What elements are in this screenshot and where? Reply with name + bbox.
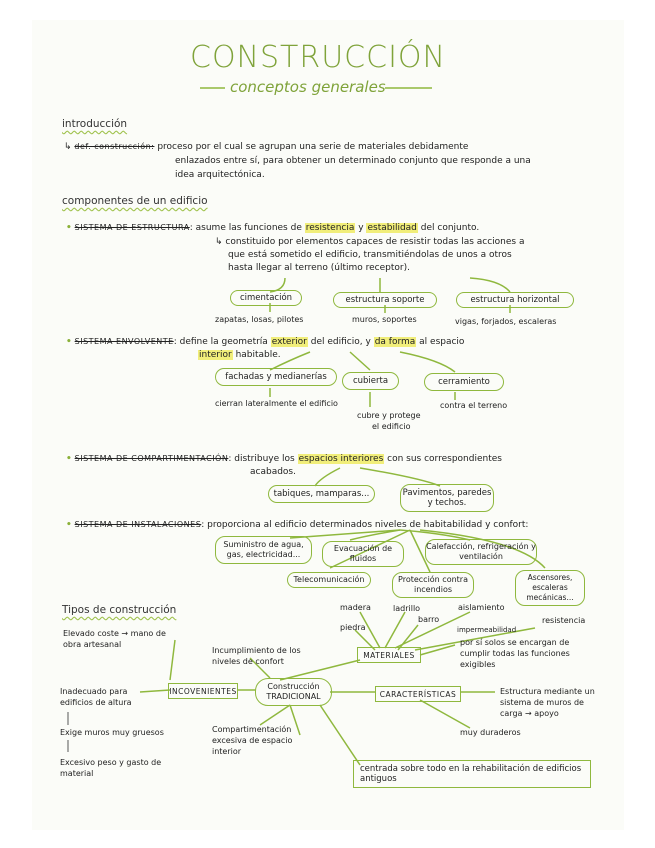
note-horizontal: vigas, forjados, escaleras (455, 317, 557, 326)
inc-incumplimiento: Incumplimiento de los niveles de confort (212, 646, 301, 666)
mat-barro: barro (418, 615, 440, 624)
bullet-icon: • (66, 337, 72, 347)
note-soporte: muros, soportes (352, 315, 417, 324)
bullet-icon: • (66, 454, 72, 464)
envolvente-mid: del edificio, y (310, 337, 371, 347)
node-estructura-horizontal: estructura horizontal (456, 292, 574, 308)
bullet-icon: • (66, 223, 72, 233)
inc-compartimentacion: Compartimentación excesiva de espacio interior (212, 725, 293, 756)
inc-elevado-coste: Elevado coste → mano de obra artesanal (63, 629, 166, 649)
compartimentacion-pre: : distribuye los (228, 454, 295, 464)
estructura-post: del conjunto. (420, 223, 480, 233)
definition-line-1: proceso por el cual se agrupan una serie de materiales debidamente (157, 142, 469, 152)
note-cubierta-1: cubre y protege (357, 411, 421, 420)
note-cimentacion: zapatas, losas, pilotes (215, 315, 304, 324)
estructura-term: SISTEMA DE ESTRUCTURA (74, 223, 190, 232)
node-telecomunicacion: Telecomunicación (287, 572, 371, 588)
mat-note: por sí solos se encargan de cumplir todas las funciones exigibles (460, 638, 570, 669)
instalaciones-text: : proporciona al edificio determinados niveles de habitabilidad y confort: (201, 520, 529, 530)
estructura-line-3: que está sometido el edificio, transmitiéndolas de unos a otros (228, 250, 512, 260)
node-cimentacion: cimentación (230, 290, 302, 306)
mat-aislamiento: aislamiento (458, 603, 505, 612)
node-fachadas: fachadas y medianerías (215, 368, 337, 386)
node-construccion-tradicional: Construcción TRADICIONAL (255, 678, 332, 706)
node-calefaccion: Calefacción, refrigeración y ventilación (425, 539, 537, 565)
envolvente-post: al espacio (419, 337, 465, 347)
node-pavimentos: Pavimentos, paredes y techos. (400, 484, 494, 512)
note-fachadas: cierran lateralmente el edificio (215, 399, 338, 408)
node-cubierta: cubierta (342, 372, 399, 390)
arrow-icon: ↳ (64, 142, 75, 152)
intro-definition (64, 141, 604, 153)
definition-term: def. construcción: (74, 142, 155, 151)
mat-ladrillo: ladrillo (393, 604, 421, 613)
estructura-line-2: ↳ constituido por elementos capaces de resistir todas las acciones a (215, 237, 525, 247)
envolvente-line-2 (198, 349, 281, 361)
highlight-resistencia: resistencia (305, 223, 355, 233)
node-proteccion: Protección contra incendios (392, 572, 474, 598)
highlight-exterior: exterior (271, 337, 307, 347)
compartimentacion-post: con sus correspondientes (387, 454, 502, 464)
envolvente-pre: : define la geometría (173, 337, 268, 347)
envolvente-line-1 (66, 336, 616, 348)
highlight-espacios-interiores: espacios interiores (298, 454, 384, 464)
mat-resistencia: resistencia (542, 616, 586, 625)
envolvente-term: SISTEMA ENVOLVENTE (74, 337, 174, 346)
mat-impermeabilidad: impermeabilidad (457, 626, 517, 634)
node-estructura-soporte: estructura soporte (333, 292, 437, 308)
estructura-mid: y (358, 223, 364, 233)
section-heading-tipos: Tipos de construcción (62, 604, 177, 616)
page-title: CONSTRUCCIÓN (190, 40, 446, 75)
mat-madera: madera (340, 603, 371, 612)
car-estructura: Estructura mediante un sistema de muros de carga → apoyo (500, 687, 595, 718)
definition-line-3: idea arquitectónica. (175, 170, 265, 180)
mat-piedra: piedra (340, 623, 366, 632)
highlight-da-forma: da forma (374, 337, 416, 347)
note-cubierta-2: el edificio (372, 422, 411, 431)
node-materiales: MATERIALES (357, 647, 421, 663)
inc-inadecuado: Inadecuado para edificios de altura (60, 687, 132, 707)
node-tabiques: tabiques, mamparas... (268, 485, 375, 503)
definition-line-2: enlazados entre sí, para obtener un determinado conjunto que responde a una (175, 156, 531, 166)
inc-excesivo-peso: Excesivo peso y gasto de material (60, 758, 162, 778)
node-inconvenientes: INCOVENIENTES (168, 683, 238, 699)
section-heading-componentes: componentes de un edificio (62, 195, 208, 207)
note-rehabilitacion: centrada sobre todo en la rehabilitación de edificios antiguos (353, 760, 591, 788)
note-cerramiento: contra el terreno (440, 401, 508, 410)
node-cerramiento: cerramiento (424, 373, 504, 391)
compartimentacion-line-1 (66, 453, 626, 465)
highlight-estabilidad: estabilidad (367, 223, 417, 233)
envolvente-post-2: habitable. (235, 350, 281, 360)
node-suministro: Suministro de agua, gas, electricidad... (215, 536, 312, 564)
inc-muros-gruesos: Exige muros muy gruesos (60, 728, 164, 737)
node-evacuacion: Evacuación de fluidos (322, 541, 404, 567)
compartimentacion-line-2: acabados. (250, 467, 296, 477)
highlight-interior: interior (199, 350, 232, 360)
section-heading-introduccion: introducción (62, 118, 128, 130)
estructura-pre: : asume las funciones de (189, 223, 302, 233)
estructura-line-1 (66, 222, 616, 234)
instalaciones-term: SISTEMA DE INSTALACIONES (74, 520, 202, 529)
car-duraderos: muy duraderos (460, 728, 521, 737)
compartimentacion-term: SISTEMA DE COMPARTIMENTACIÓN (74, 454, 229, 463)
node-caracteristicas: CARACTERÍSTICAS (375, 686, 461, 702)
node-ascensores: Ascensores, escaleras mecánicas... (515, 570, 585, 606)
bullet-icon: • (66, 520, 72, 530)
instalaciones-line-1 (66, 519, 626, 531)
page-subtitle: conceptos generales (230, 78, 386, 96)
estructura-line-4: hasta llegar al terreno (último receptor). (228, 263, 410, 273)
